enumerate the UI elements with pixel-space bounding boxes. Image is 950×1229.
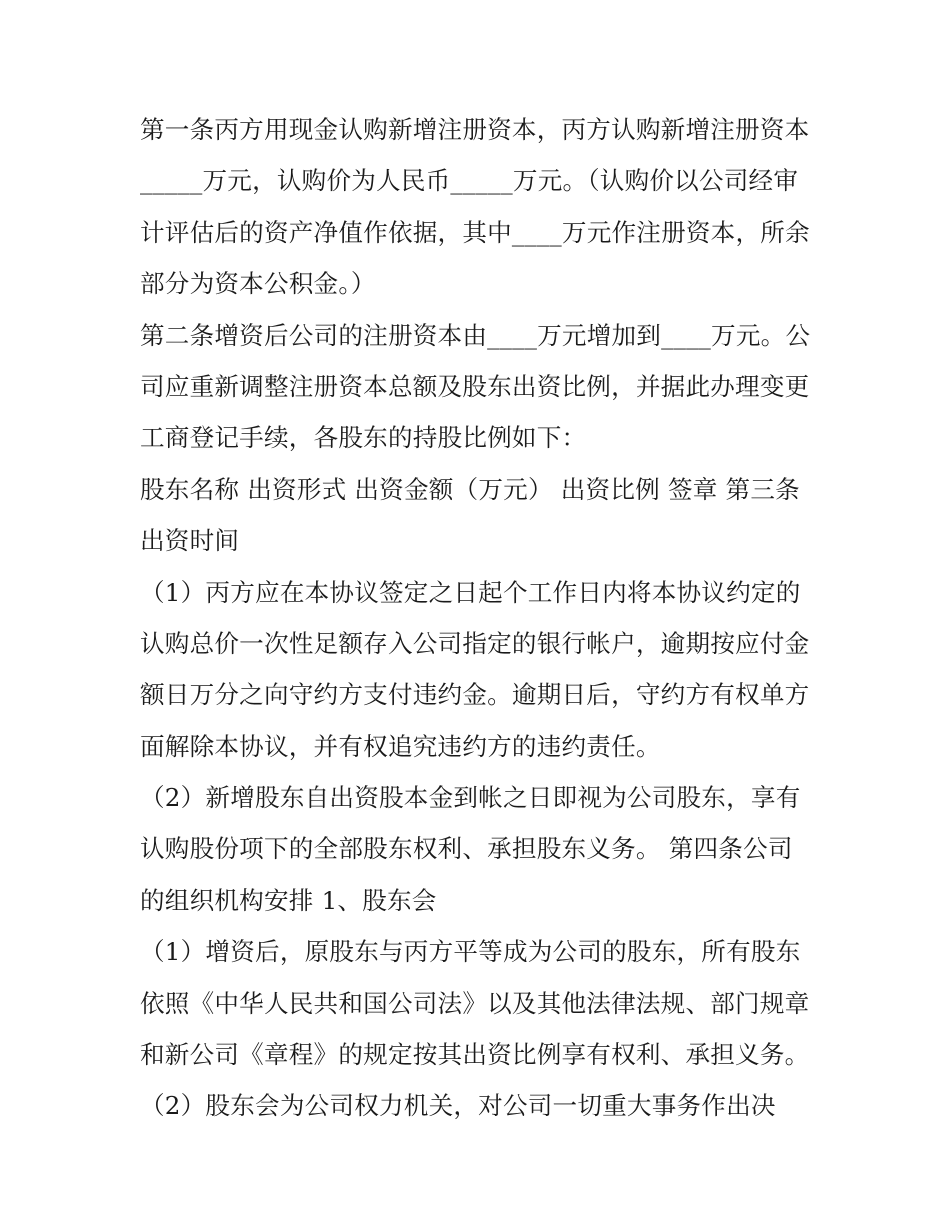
text-line: （2）新增股东自出资股本金到帐之日即视为公司股东，享有 [140,783,801,813]
text-line: _____万元，认购价为人民币_____万元。（认购价以公司经审 [140,166,799,196]
text-line: 依照《中华人民共和国公司法》以及其他法律法规、部门规章 [140,988,810,1018]
text-line: （2）股东会为公司权力机关，对公司一切重大事务作出决 [140,1091,776,1121]
text-line: 第二条增资后公司的注册资本由____万元增加到____万元。公 [140,320,811,350]
text-line: （1）增资后，原股东与丙方平等成为公司的股东，所有股东 [140,937,801,967]
text-line: 计评估后的资产净值作依据，其中____万元作注册资本，所余 [140,217,810,247]
text-line: 认购总价一次性足额存入公司指定的银行帐户，逾期按应付金 [140,628,810,658]
text-line: 和新公司《章程》的规定按其出资比例享有权利、承担义务。 [140,1040,810,1070]
text-line: 工商登记手续，各股东的持股比例如下： [140,423,587,453]
document-body [140,104,820,1132]
text-line: 部分为资本公积金。） [140,269,376,299]
text-line: 认购股份项下的全部股东权利、承担股东义务。 第四条公司 [140,834,793,864]
text-line: 司应重新调整注册资本总额及股东出资比例，并据此办理变更 [140,371,810,401]
text-line: 出资时间 [140,526,240,556]
text-line: 面解除本协议，并有权追究违约方的违约责任。 [140,731,661,761]
text-line: 额日万分之向守约方支付违约金。逾期日后，守约方有权单方 [140,680,810,710]
text-line: 第一条丙方用现金认购新增注册资本，丙方认购新增注册资本 [140,115,810,144]
text-line: 股东名称 出资形式 出资金额（万元） 出资比例 签章 第三条 [140,474,800,504]
text-line: 的组织机构安排 1、股东会 [140,885,437,915]
text-line: （1）丙方应在本协议签定之日起个工作日内将本协议约定的 [140,577,801,607]
